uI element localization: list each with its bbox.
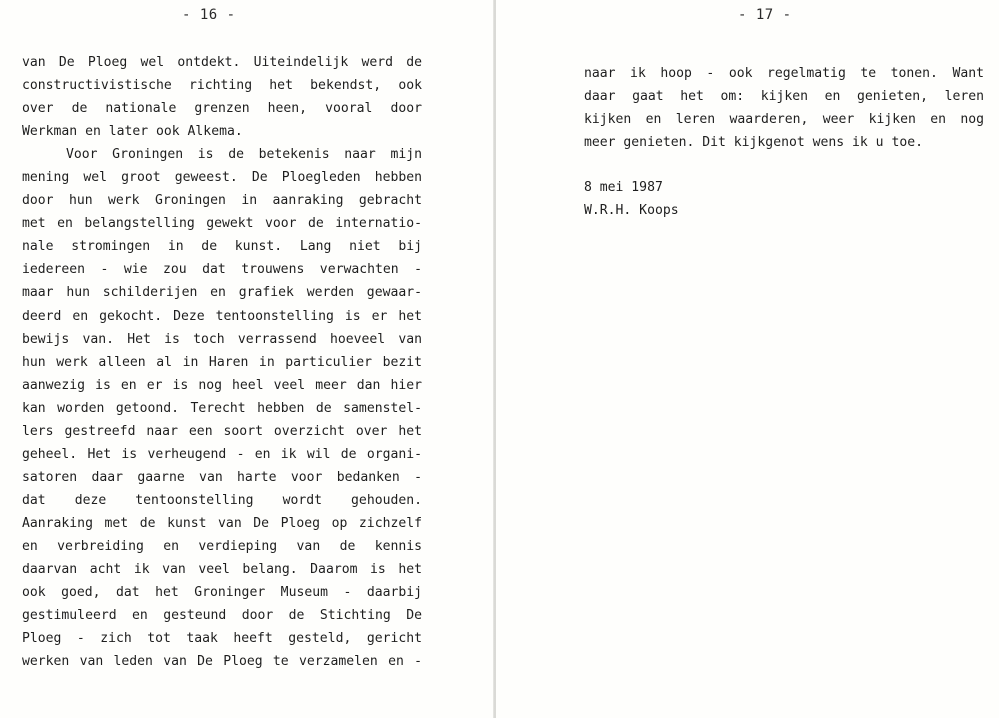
text-line: over de nationale grenzen heen, vooral door — [22, 101, 422, 117]
page-number-right: - 17 - — [738, 7, 792, 23]
text-line: satoren daar gaarne van harte voor bedanken - — [22, 469, 422, 485]
text-line: geheel. Het is verheugend - en ik wil de organi- — [22, 446, 422, 462]
text-line: gestimuleerd en gesteund door de Stichting De — [22, 608, 422, 624]
text-line: Werkman en later ook Alkema. — [22, 124, 243, 140]
signoff-block — [584, 176, 679, 222]
right-page — [496, 0, 999, 718]
text-line: door hun werk Groningen in aanraking gebracht — [22, 193, 422, 209]
text-line: dat deze tentoonstelling wordt gehouden. — [22, 492, 422, 508]
text-line: aanwezig is en er is nog heel veel meer dan hier — [22, 377, 422, 393]
left-page — [0, 0, 494, 718]
text-line: hun werk alleen al in Haren in particulier bezit — [22, 354, 422, 370]
text-line: naar ik hoop - ook regelmatig te tonen. Want — [584, 66, 984, 81]
text-line: iedereen - wie zou dat trouwens verwachten - — [22, 262, 422, 278]
page-number-left: - 16 - — [182, 7, 236, 23]
text-line: mening wel groot geweest. De Ploegleden hebben — [22, 170, 422, 186]
text-line: bewijs van. Het is toch verrassend hoeveel van — [22, 331, 422, 347]
text-line: ook goed, dat het Groninger Museum - daarbij — [22, 585, 422, 601]
text-line: daar gaat het om: kijken en genieten, leren — [584, 89, 984, 105]
right-page-body-text — [584, 62, 984, 154]
text-line: en verbreiding en verdieping van de kennis — [22, 538, 422, 554]
text-line: maar hun schilderijen en grafiek werden gewaar- — [22, 285, 422, 301]
text-line: met en belangstelling gewekt voor de internatio- — [22, 216, 422, 232]
text-line: Ploeg - zich tot taak heeft gesteld, gericht — [22, 631, 422, 647]
text-line: daarvan acht ik van veel belang. Daarom is het — [22, 562, 422, 578]
text-line: lers gestreefd naar een soort overzicht over het — [22, 423, 422, 439]
text-line: kan worden getoond. Terecht hebben de samenstel- — [22, 400, 422, 416]
text-line: nale stromingen in de kunst. Lang niet bij — [22, 239, 422, 255]
text-line: werken van leden van De Ploeg te verzamelen en - — [22, 654, 422, 670]
text-line: van De Ploeg wel ontdekt. Uiteindelijk werd de — [22, 55, 422, 70]
text-line: kijken en leren waarderen, weer kijken en nog — [584, 112, 984, 128]
text-line: deerd en gekocht. Deze tentoonstelling is er het — [22, 308, 422, 324]
left-page-body-text — [22, 51, 422, 673]
text-line: meer genieten. Dit kijkgenot wens ik u toe. — [584, 135, 923, 151]
text-line: constructivistische richting het bekendst, ook — [22, 78, 422, 94]
letter-date: 8 mei 1987 — [584, 180, 663, 195]
text-line: Aanraking met de kunst van De Ploeg op zichzelf — [22, 515, 422, 531]
author-signature-name: W.R.H. Koops — [584, 203, 679, 219]
text-line: Voor Groningen is de betekenis naar mijn — [22, 147, 422, 163]
